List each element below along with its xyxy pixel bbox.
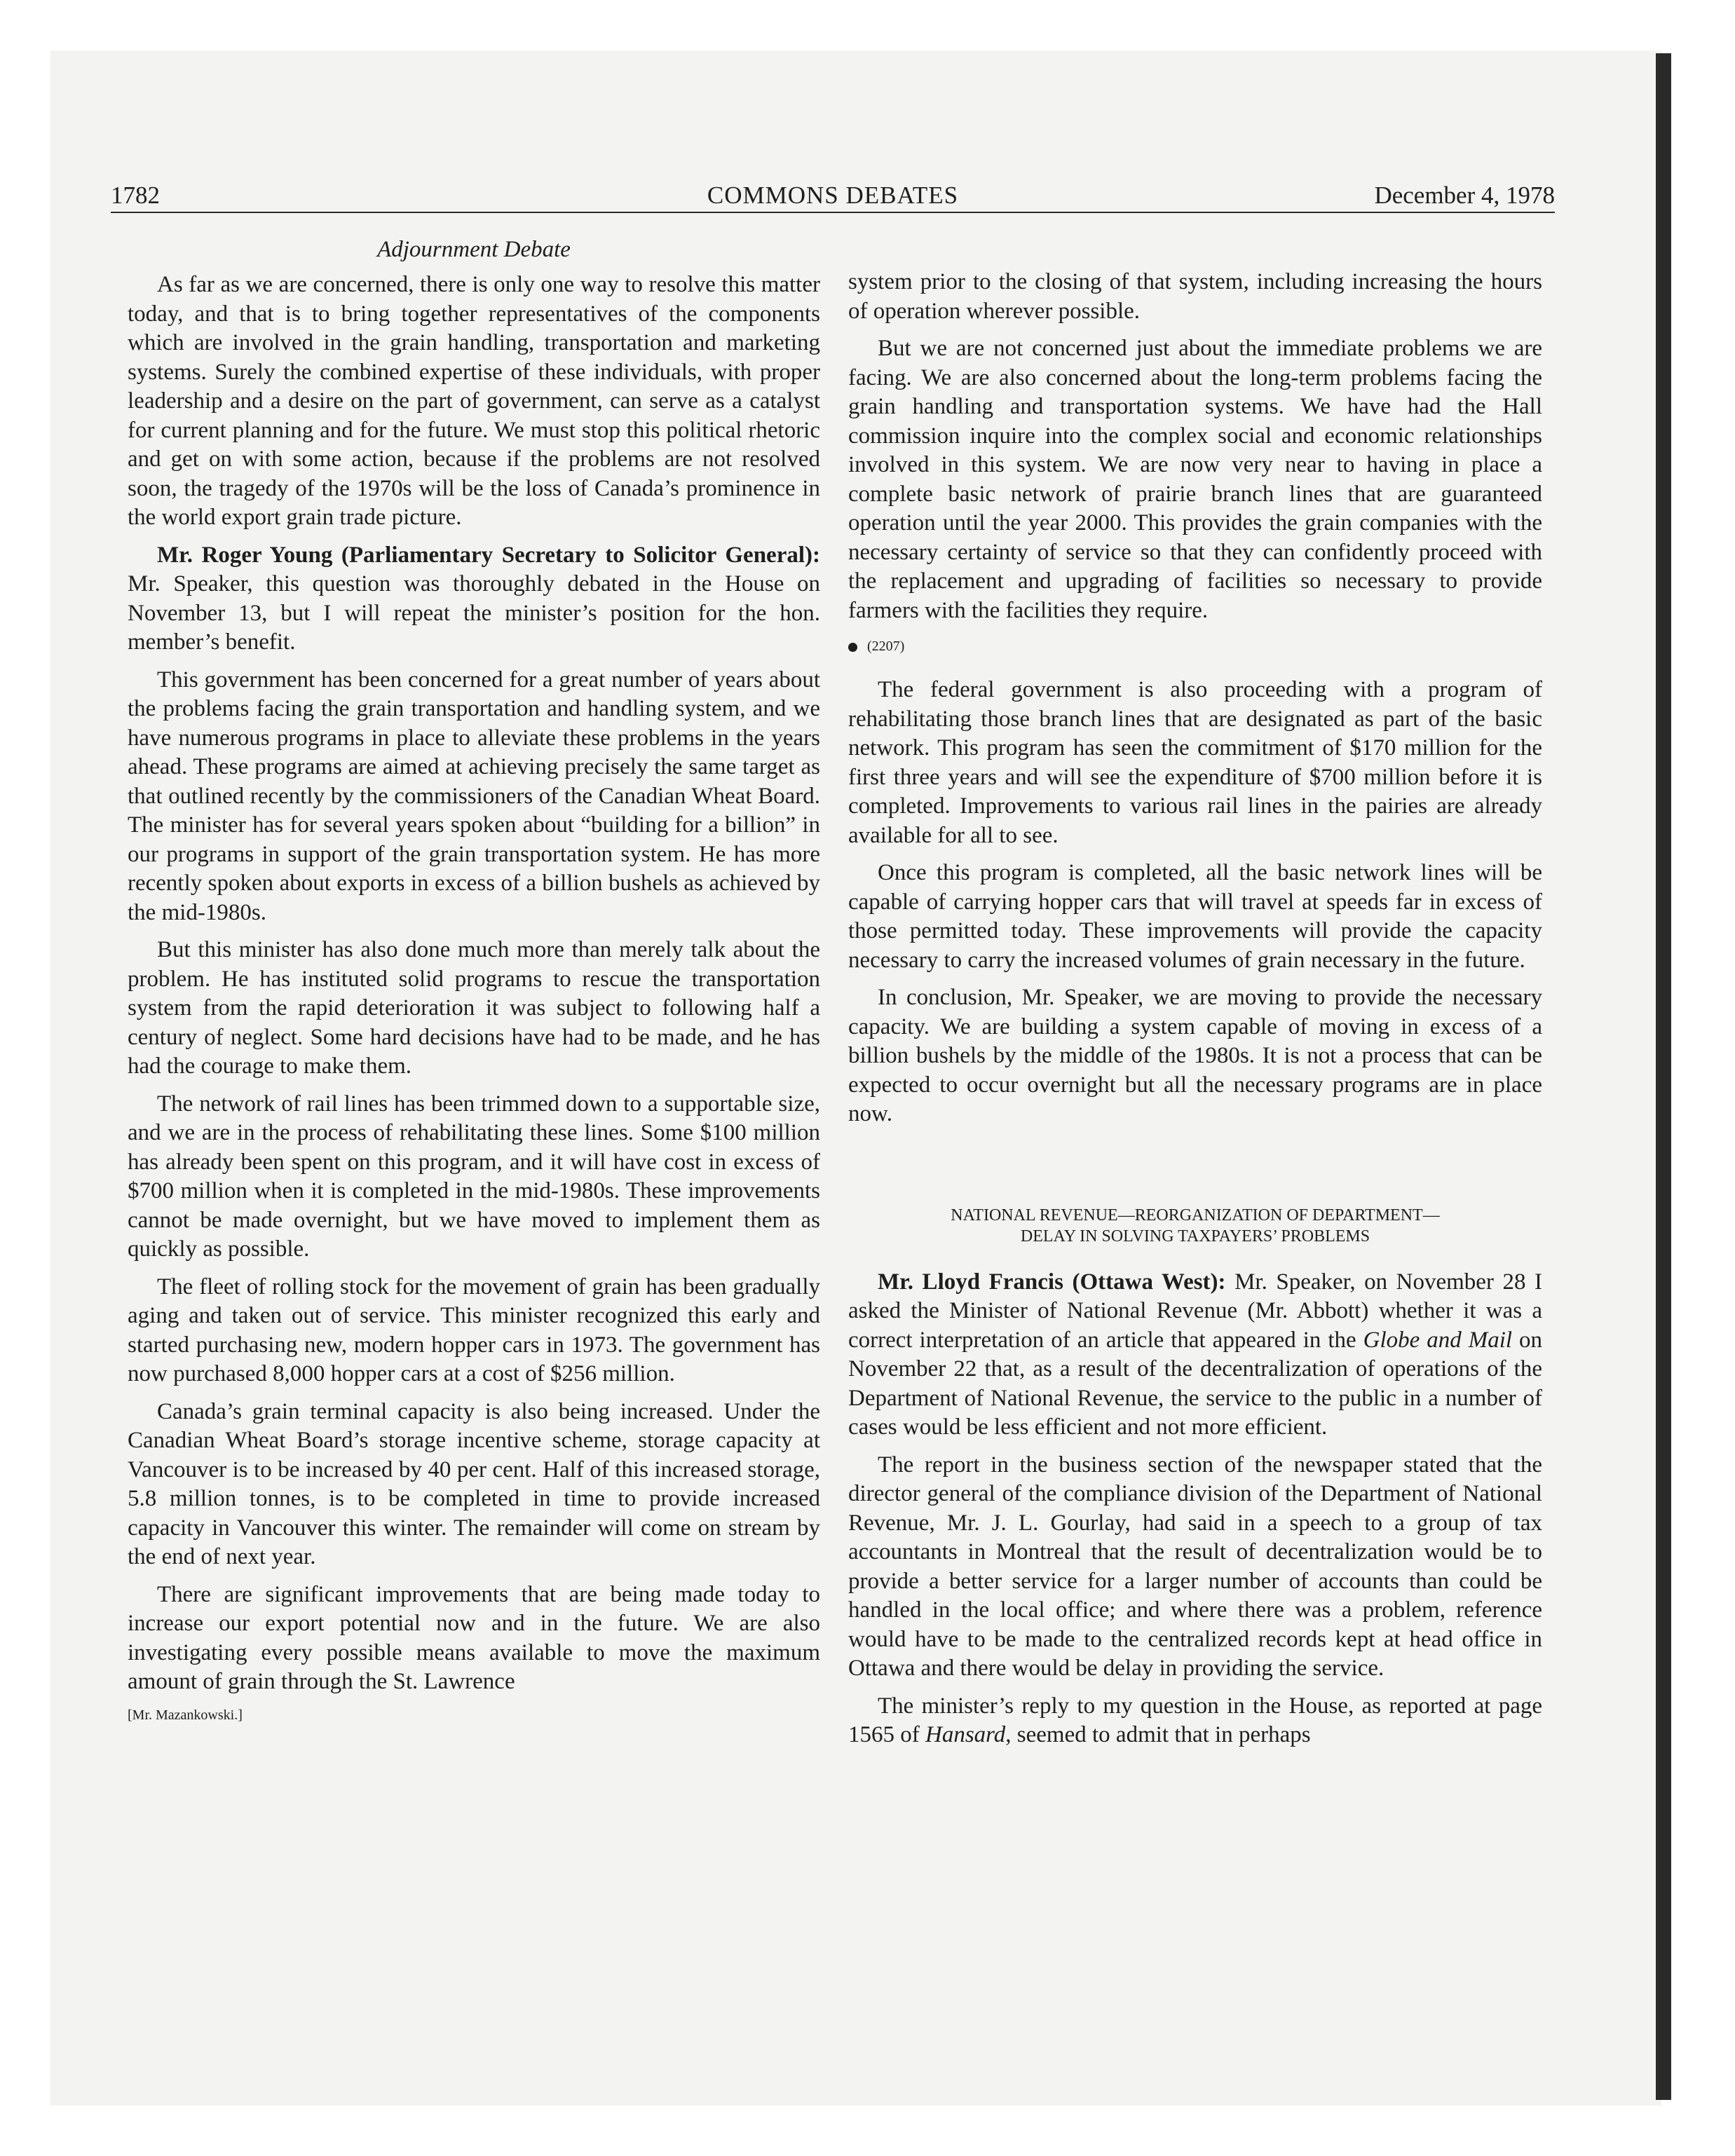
paragraph: In conclusion, Mr. Speaker, we are moving to provide the necessary capacity. We are building a system capable of moving in excess of a billion bushels by the middle of the 1980s. It is not a process that can be expected to occur overnight but all the necessary programs are in place now. <box>848 985 1542 1126</box>
speech-text: Mr. Speaker, this question was thoroughly debated in the House on November 13, but I will repeat the minister’s position for the hon. member’s benefit. <box>128 571 820 655</box>
speech-text: Mr. Speaker, on November 28 I asked the Minister of National Revenue (Mr. Abbott) whether it was a correct interpretation of an article that appeared in the <box>848 1269 1543 1353</box>
time-marker <box>848 638 1542 655</box>
paragraph-text: The minister’s reply to my question in the House, as reported at page 1565 of <box>848 1693 1542 1747</box>
speaker-footnote: [Mr. Mazankowski.] <box>128 1707 243 1723</box>
speech-text: on November 22 that, as a result of the decentralization of operations of the Department of National Revenue, the service to the public in a number of cases would be less efficient and not more efficient. <box>848 1327 1543 1440</box>
paragraph: There are significant improvements that are being made today to increase our export potential now and in the future. We are also investigating every possible means available to move the maximum amount of grain through the St. Lawrence <box>128 1581 820 1694</box>
paragraph: But we are not concerned just about the immediate problems we are facing. We are also concerned about the long-term problems facing the grain handling and transportation systems. We have had the Hall commission inquire into the complex social and economic relationships involved in this system. We are now very near to having in place a complete basic network of prairie branch lines that are guaranteed operation until the year 2000. This provides the grain companies with the necessary certainty of service so that they can confidently proceed with the replacement and upgrading of facilities so necessary to provide farmers with the facilities they require. <box>848 336 1542 623</box>
paragraph: system prior to the closing of that system, including increasing the hours of operation wherever possible. <box>848 269 1542 324</box>
paragraph: The federal government is also proceeding with a program of rehabilitating those branch lines that are designated as part of the basic network. This program has seen the commitment of $170 million for the first three years and will see the expenditure of $700 million before it is completed. Improvements to various rail lines in the pairies are already available for all to see. <box>848 677 1542 848</box>
speaker-name: Mr. Lloyd Francis (Ottawa West): <box>878 1269 1226 1295</box>
left-column <box>128 234 820 1724</box>
bullet-icon <box>848 643 857 652</box>
running-head: Adjournment Debate <box>377 237 571 262</box>
paragraph-text: , seemed to admit that in perhaps <box>1005 1722 1311 1747</box>
paragraph <box>848 1692 1542 1750</box>
page-header <box>111 179 1555 213</box>
paragraph: The fleet of rolling stock for the movement of grain has been gradually aging and taken out of service. This minister recognized this early and started purchasing new, modern hopper cars in 1973. The government has now purchased 8,000 hopper cars at a cost of $256 million. <box>128 1274 820 1386</box>
right-column <box>848 268 1542 1759</box>
paragraph: But this minister has also done much more than merely talk about the problem. He has instituted solid programs to rescue the transportation system from the rapid deterioration it was subject to following half a century of neglect. Some hard decisions have had to be made, and he has had the courage to make them. <box>128 937 820 1079</box>
speaker-name: Mr. Roger Young (Parliamentary Secretary to Solicitor General): <box>157 542 820 568</box>
publication-title: COMMONS DEBATES <box>707 182 959 209</box>
page-edge-shadow <box>1656 53 1671 2100</box>
section-heading-line: NATIONAL REVENUE—REORGANIZATION OF DEPARTMENT— <box>951 1206 1440 1224</box>
speech-paragraph <box>848 1268 1542 1442</box>
paragraph: Once this program is completed, all the basic network lines will be capable of carrying hopper cars that will travel at speeds far in excess of those permitted today. These improvements will provide the capacity necessary to carry the increased volumes of grain necessary in the future. <box>848 860 1542 973</box>
speech-paragraph <box>128 541 820 657</box>
paragraph: This government has been concerned for a great number of years about the problems facing the grain transportation and handling system, and we have numerous programs in place to alleviate these problems in the years ahead. These programs are aimed at achieving precisely the same target as that outlined recently by the commissioners of the Canadian Wheat Board. The minister has for several years spoken about “building for a billion” in our programs in support of the grain transportation system. He has more recently spoken about exports in excess of a billion bushels as achieved by the mid-1980s. <box>128 667 820 925</box>
publication-date: December 4, 1978 <box>1374 182 1555 209</box>
paragraph: Canada’s grain terminal capacity is also being increased. Under the Canadian Wheat Board’s storage incentive scheme, storage capacity at Vancouver is to be increased by 40 per cent. Half of this increased storage, 5.8 million tonnes, is to be completed in time to provide increased capacity in Vancouver this winter. The remainder will come on stream by the end of next year. <box>128 1398 820 1569</box>
paragraph: As far as we are concerned, there is only one way to resolve this matter today, and that is to bring together representatives of the components which are involved in the grain handling, transportation and marketing systems. Surely the combined expertise of these individuals, with proper leadership and a desire on the part of government, can serve as a catalyst for current planning and for the future. We must stop this political rhetoric and get on with some action, because if the problems are not resolved soon, the tragedy of the 1970s will be the loss of Canada’s prominence in the world export grain trade picture. <box>128 272 820 530</box>
publication-name: Hansard <box>925 1722 1006 1747</box>
section-heading-line: DELAY IN SOLVING TAXPAYERS’ PROBLEMS <box>1020 1227 1370 1246</box>
section-heading <box>848 1205 1542 1247</box>
paragraph: The network of rail lines has been trimmed down to a supportable size, and we are in the process of rehabilitating these lines. Some $100 million has already been spent on this program, and it will have cost in excess of $700 million when it is completed in the mid-1980s. These improvements cannot be made overnight, but we have moved to implement them as quickly as possible. <box>128 1091 820 1262</box>
paragraph: The report in the business section of the newspaper stated that the director general of the compliance division of the Department of National Revenue, Mr. J. L. Gourlay, had said in a speech to a group of tax accountants in Montreal that the result of decentralization would be to provide a better service for a larger number of accounts than could be handled in the local office; and where there was a problem, reference would have to be made to the centralized records kept at head office in Ottawa and there would be delay in providing the service. <box>848 1452 1542 1681</box>
page-number: 1782 <box>111 182 160 209</box>
time-stamp: (2207) <box>867 639 905 654</box>
newspaper-title: Globe and Mail <box>1363 1327 1513 1353</box>
